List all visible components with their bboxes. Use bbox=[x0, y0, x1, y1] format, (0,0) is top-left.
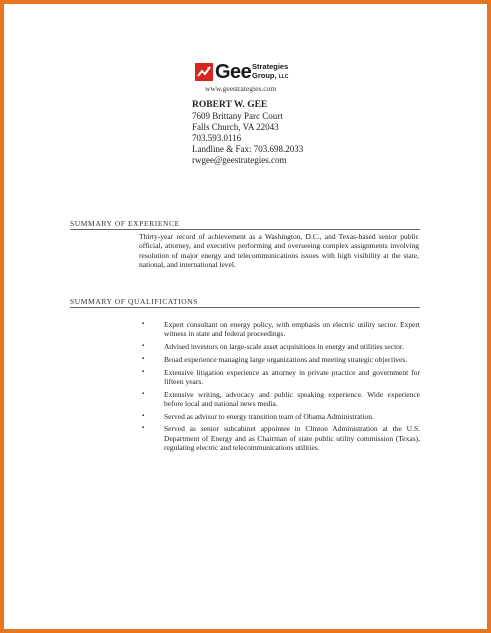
logo-word: Gee bbox=[215, 61, 252, 83]
qualifications-list bbox=[138, 320, 420, 456]
contact-address-1: 7609 Brittany Parc Court bbox=[192, 111, 283, 121]
qualification-text: Expert consultant on energy policy, with emphasis on electric utility sector. Expert witness in state and federal proceedings. bbox=[164, 320, 420, 339]
list-item bbox=[138, 390, 420, 409]
list-item bbox=[138, 424, 420, 452]
experience-heading: SUMMARY OF EXPERIENCE bbox=[70, 219, 180, 228]
contact-landline: Landline & Fax: 703.698.2033 bbox=[192, 144, 304, 154]
list-item bbox=[138, 342, 420, 351]
bullet-icon: ▪ bbox=[142, 412, 145, 419]
qualifications-heading: SUMMARY OF QUALIFICATIONS bbox=[70, 297, 199, 306]
list-item bbox=[138, 355, 420, 364]
logo-subtitle bbox=[252, 63, 288, 81]
logo-url: www.geestrategies.com bbox=[205, 84, 277, 93]
contact-email: rwgee@geestrategies.com bbox=[192, 155, 287, 165]
logo-line2-suffix: LLC bbox=[278, 73, 289, 80]
qualification-text: Served as advisor to energy transition team of Obama Administration. bbox=[164, 411, 374, 421]
lightning-icon bbox=[195, 63, 213, 81]
contact-name: ROBERT W. GEE bbox=[192, 100, 268, 110]
qualifications-rule bbox=[70, 307, 420, 308]
list-item bbox=[138, 320, 420, 339]
logo-line2: Group, LLC bbox=[252, 70, 289, 80]
qualification-text: Extensive writing, advocacy and public speaking experience. Wide experience before local and national news media. bbox=[164, 389, 420, 409]
bullet-icon: ▪ bbox=[142, 390, 145, 397]
qualification-text: Broad experience managing large organizations and meeting strategic objectives. bbox=[164, 354, 408, 364]
contact-block bbox=[192, 100, 303, 166]
experience-rule bbox=[70, 229, 420, 230]
bullet-icon: ▪ bbox=[142, 368, 145, 375]
qualification-text: Served as senior subcabinet appointee in Clinton Administration at the U.S. Department of Energy and as Chairman of state public utility commission (Texas), regulating electric and telecommunications utilities. bbox=[164, 424, 420, 453]
list-item bbox=[138, 368, 420, 387]
list-item bbox=[138, 412, 420, 421]
bullet-icon: ▪ bbox=[142, 321, 145, 327]
experience-text: Thirty-year record of achievement as a Washington, D.C., and Texas-based senior public official, attorney, and executive performing and overseeing complex assignments involving resolution of major energy and telecommunications issues with high visibility at the state, national, and international level. bbox=[139, 232, 419, 270]
qualification-text: Advised investors on large-scale asset acquisitions in energy and utilities sector. bbox=[164, 342, 404, 352]
bullet-icon: ▪ bbox=[142, 425, 145, 432]
logo-mark-icon bbox=[195, 63, 213, 81]
bullet-icon: ▪ bbox=[142, 343, 145, 350]
contact-phone: 703.593.0116 bbox=[192, 133, 242, 143]
qualification-text: Extensive litigation experience as attorney in private practice and government for fifteen years. bbox=[164, 367, 420, 386]
logo-line1: Strategies bbox=[252, 62, 289, 71]
contact-address-2: Falls Church, VA 22043 bbox=[192, 122, 279, 132]
bullet-icon: ▪ bbox=[142, 355, 145, 362]
